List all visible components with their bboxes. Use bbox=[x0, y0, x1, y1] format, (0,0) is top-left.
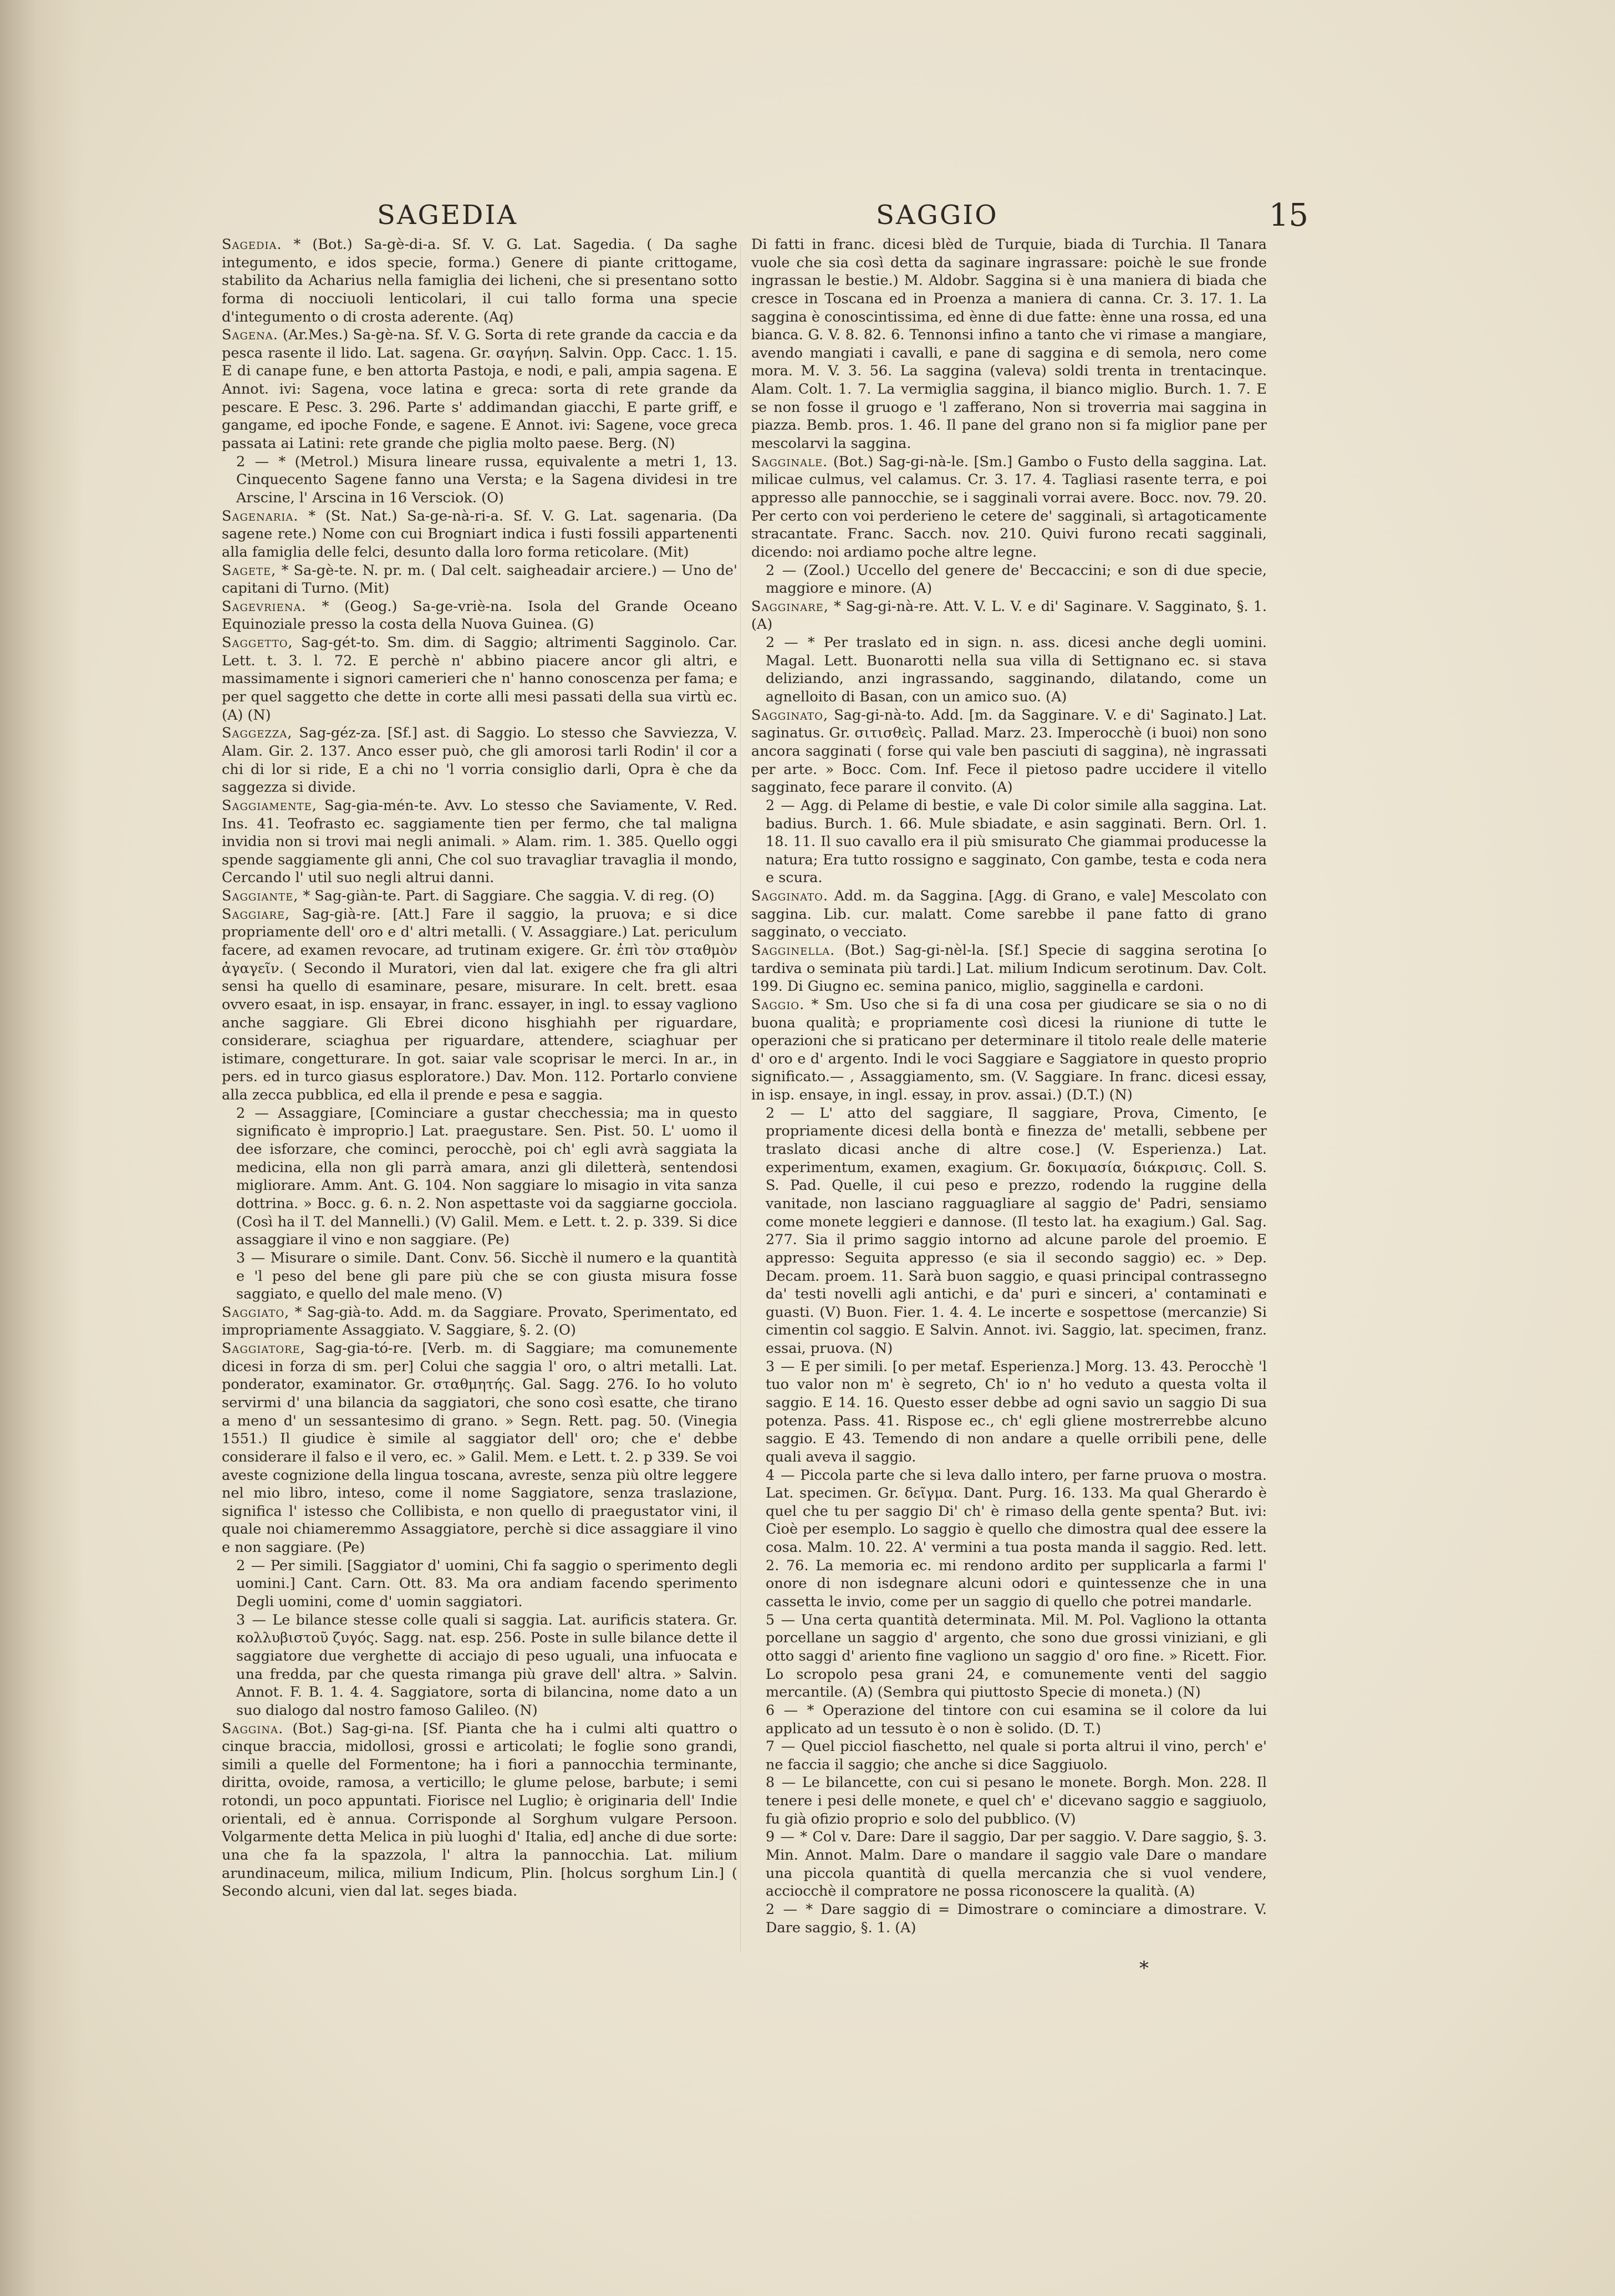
dictionary-entry bbox=[751, 1611, 1267, 1702]
entry-text: (Bot.) Sag-gi-na. [Sf. Pianta che ha i culmi alti quattro o cinque braccia, midollosi, grossi e articolati; le foglie sono grandi, simili a quelle del Formentone; ha i fiori a pannocchia terminante, diritta, ovoide, ramosa, a verticillo; le glume pelose, barbute; i semi rotondi, un poco appuntati. Fiorisce nel Luglio; è originaria dell' Indie orientali, ed è annua. Corrisponde al Sorghum vulgare Persoon. Volgarmente detta Melica in più luoghi d' Italia, ed] anche di due sorte: una che fa la spazzola, l' altra la pannocchia. Lat. milium arundinaceum, milica, milium Indicum, Plin. [holcus sorghum Lin.] ( Secondo alcuni, vien dal lat. seges biada. bbox=[222, 1720, 737, 1900]
entry-headword: Sagenaria. bbox=[222, 507, 299, 525]
entry-text: Operazione del tintore con cui esamina se il colore da lui applicato ad un tessuto è o non è solido. (D. T.) bbox=[766, 1702, 1267, 1737]
dictionary-entry bbox=[222, 724, 737, 797]
dictionary-entry bbox=[222, 1340, 737, 1557]
binding-gutter bbox=[0, 0, 83, 2296]
entry-headword: Sagevriena. bbox=[222, 598, 307, 615]
dictionary-entry bbox=[222, 562, 737, 598]
running-head-left: SAGEDIA bbox=[377, 200, 518, 231]
entry-headword: Saggiatore, bbox=[222, 1340, 305, 1357]
entry-headword: 9 — * bbox=[766, 1829, 808, 1846]
entry-headword: Sagena. bbox=[222, 327, 278, 344]
entry-headword: 6 — * bbox=[766, 1702, 815, 1719]
dictionary-entry bbox=[751, 1828, 1267, 1901]
page-number: 15 bbox=[1268, 197, 1308, 233]
entry-headword: 3 — bbox=[236, 1611, 267, 1628]
entry-text: * Sag-gi-nà-re. Att. V. L. V. e di' Saginare. V. Sagginato, §. 1. (A) bbox=[751, 598, 1267, 633]
entry-text: Add. m. da Saggina. [Agg. di Grano, e vale] Mescolato con saggina. Lib. cur. malatt. Come sarebbe il pane fatto di grano sagginato, o vecciato. bbox=[751, 888, 1267, 941]
entry-headword: 2 — bbox=[766, 797, 796, 814]
dictionary-entry bbox=[222, 887, 737, 905]
dictionary-entry bbox=[751, 236, 1267, 453]
dictionary-entry bbox=[222, 634, 737, 724]
entry-headword: Saggina. bbox=[222, 1720, 284, 1737]
entry-headword: 7 — bbox=[766, 1738, 796, 1755]
entry-text: (Metrol.) Misura lineare russa, equivalente a metri 1, 13. Cinquecento Sagene fanno una Versta; e la Sagena dividesi in tre Arscine, l' Arscina in 16 Versciok. (O) bbox=[236, 453, 737, 506]
entry-headword: 2 — bbox=[766, 1104, 805, 1122]
entry-text: Le bilance stesse colle quali si saggia. Lat. aurificis statera. Gr. κολλυβιστοῦ ζυγός. Sagg. nat. esp. 256. Poste in sulle bilance dette il saggiatore due verghette di acciajo di peso uguali, una infuocata e una fredda, par che questa rimanga più grave dell' altra. » Salvin. Annot. F. B. 1. 4. 4. Saggiatore, sorta di bilancina, nome dato a un suo dialogo dal nostro famoso Galileo. (N) bbox=[236, 1611, 737, 1719]
entry-text: (Ar.Mes.) Sa-gè-na. Sf. V. G. Sorta di rete grande da caccia e da pesca rasente il lido. Lat. sagena. Gr. σαγήνη. Salvin. Opp. Cacc. 1. 15. E di canape fune, e ben attorta Pastoja, e nodi, e pali, ampia sagena. E Annot. ivi: Sagena, voce latina e greca: sorta di rete grande da pescare. E Pesc. 3. 296. Parte s' addimandan giacchi, E parte griff, e gangame, ed ipoche Fonde, e sagene. E Annot. ivi: Sagene, voce greca passata ai Latini: rete grande che piglia molto paese. Berg. (N) bbox=[222, 327, 737, 452]
entry-headword: Sagginare, bbox=[751, 598, 829, 615]
right-column bbox=[751, 236, 1267, 1960]
entry-text: Sag-gia-mén-te. Avv. Lo stesso che Saviamente, V. Red. Ins. 41. Teofrasto ec. saggiamente tien per fermo, che tal maligna invidia non si trovi mai negli animali. » Alam. rim. 1. 385. Quello oggi spende saggiamente gli anni, Che col suo travagliar travaglia il mondo, Cercando l' util suo negli altrui danni. bbox=[222, 797, 737, 887]
entry-text: Agg. di Pelame di bestie, e vale Di color simile alla saggina. Lat. badius. Burch. 1. 66. Mule sbiadate, e asin sagginati. Bern. Orl. 1. 18. 11. Il suo cavallo era il più smisurato Che giammai producesse la natura; Era tutto rossigno e sagginato, Con gambe, testa e coda nera e scura. bbox=[766, 797, 1267, 887]
dictionary-entry bbox=[751, 941, 1267, 996]
entry-text: Assaggiare, [Cominciare a gustar checchessia; ma in questo significato è improprio.] Lat. praegustare. Sen. Pist. 50. L' uomo il dee isforzare, che cominci, perocchè, poi ch' egli avrà saggiata la medicina, ella non gli parrà amara, anzi gli diletterà, sentendosi migliorare. Amm. Ant. G. 104. Non saggiare lo misagio in vita sanza dottrina. » Bocc. g. 6. n. 2. Non aspettaste voi da saggiarne gocciola. (Così ha il T. del Mannelli.) (V) Galil. Mem. e Lett. t. 2. p. 339. Si dice assaggiare il vino e non saggiare. (Pe) bbox=[236, 1104, 737, 1249]
entry-text: (Bot.) Sag-gi-nà-le. [Sm.] Gambo o Fusto della saggina. Lat. milicae culmus, vel calamus. Cr. 3. 17. 4. Tagliasi rasente terra, e poi appresso alle pannocchie, se i sagginali vorrai avere. Bocc. nov. 79. 20. Per certo con voi perderieno le cetere de' sagginali, sì artagoticamente stracantate. Franc. Sacch. nov. 210. Quivi furono recati sagginali, dicendo: noi ardiamo poche altre legne. bbox=[751, 453, 1267, 561]
entry-headword: 3 — bbox=[236, 1249, 266, 1266]
entry-headword: Sagete, bbox=[222, 562, 277, 579]
entry-text: * Sa-gè-te. N. pr. m. ( Dal celt. saigheadair arciere.) — Uno de' capitani di Turno. (Mit) bbox=[222, 562, 737, 597]
dictionary-entry bbox=[751, 562, 1267, 598]
dictionary-entry bbox=[222, 1720, 737, 1901]
entry-text: Sag-gét-to. Sm. dim. di Saggio; altrimenti Sagginolo. Car. Lett. t. 3. l. 72. E perchè n' abbino piacere ancor gli altri, e massimamente i signori camerieri che n' hanno conoscenza per fama; e per quel saggetto che dette in corte alli mesi passati della sua virtù ec. (A) (N) bbox=[222, 634, 737, 724]
entry-headword: Saggiato, bbox=[222, 1304, 290, 1321]
entry-text: * (Geog.) Sa-ge-vriè-na. Isola del Grande Oceano Equinoziale presso la costa della Nuova Guinea. (G) bbox=[222, 598, 737, 633]
dictionary-entry bbox=[751, 453, 1267, 562]
entry-headword: Saggio. bbox=[751, 996, 805, 1013]
entry-headword: 3 — bbox=[766, 1358, 796, 1375]
dictionary-entry bbox=[751, 1901, 1267, 1937]
entry-text: * Sag-già-to. Add. m. da Saggiare. Provato, Sperimentato, ed impropriamente Assaggiato. V. Saggiare, §. 2. (O) bbox=[222, 1304, 737, 1339]
entry-headword: Sagginella. bbox=[751, 941, 835, 959]
entry-text: Col v. Dare: Dare il saggio, Dar per saggio. V. Dare saggio, §. 3. Min. Annot. Malm. Dare o mandare il saggio vale Dare o mandare una piccola quantità di quella mercanzia che si vuol vendere, acciocchè il compratore ne possa riconoscere la qualità. (A) bbox=[766, 1829, 1267, 1900]
entry-headword: Saggezza, bbox=[222, 725, 293, 742]
entry-text: E per simili. [o per metaf. Esperienza.] Morg. 13. 43. Perocchè 'l tuo valor non m' è segreto, Ch' io n' ho veduto a questa volta il saggio. E 14. 16. Questo esser debbe ad ogni savio un saggio Di sua potenza. Pass. 41. Rispose ec., ch' egli gliene mostrerrebbe alcuno saggio. E 43. Temendo di non andare a quelle orribili pene, delle quali aveva il saggio. bbox=[766, 1358, 1267, 1465]
entry-headword: Sagginale. bbox=[751, 453, 828, 470]
entry-text: Sag-già-re. [Att.] Fare il saggio, la pruova; e si dice propriamente dell' oro e d' altri metalli. ( V. Assaggiare.) Lat. periculum facere, ad examen revocare, ad trutinam exigere. Gr. ἐπὶ τὸν σταθμὸν ἀγαγεῖν. ( Secondo il Muratori, vien dal lat. exigere che fra gli altri sensi ha quello di esaminare, pesare, misurare. In celt. brett. esaa ovvero esaat, in isp. ensayar, in franc. essayer, in ingl. to essay vagliono anche saggiare. Gli Ebrei dicono hisghiahh per riguardare, considerare, sciaghua per riguardare, attendere, sciaghuar per istimare, congetturare. In got. saiar vale scoprisar le merci. In ar., in pers. ed in turco giasus esploratore.) Dav. Mon. 112. Portarlo conviene alla zecca pubblica, ed ella il prende e pesa e saggia. bbox=[222, 905, 737, 1104]
dictionary-entry bbox=[222, 507, 737, 562]
entry-text: Per traslato ed in sign. n. ass. dicesi anche degli uomini. Magal. Lett. Buonarotti nella sua villa di Settignano ec. si stava deliziando, anzi ingrassando, sagginando, dilatando, come un agnelloito di Basan, con un amico suo. (A) bbox=[766, 634, 1267, 706]
entry-headword: Saggiante, bbox=[222, 888, 299, 905]
entry-text: Misurare o simile. Dant. Conv. 56. Sicchè il numero e la quantità e 'l peso del bene gli pare più che se con giusta misura fosse saggiato, e quello del male meno. (V) bbox=[236, 1249, 737, 1303]
entry-text: (Bot.) Sag-gi-nèl-la. [Sf.] Specie di saggina serotina [o tardiva o seminata più tardi.] Lat. milium Indicum serotinum. Dav. Colt. 199. Di Giugno ec. semina panico, miglio, sagginella e cardoni. bbox=[751, 941, 1267, 995]
entry-headword: Saggiamente, bbox=[222, 797, 317, 814]
entry-headword: Sagedia. bbox=[222, 236, 282, 253]
entry-headword: Saggiare, bbox=[222, 905, 291, 923]
entry-headword: 2 — * bbox=[766, 1901, 813, 1918]
entry-headword: 2 — * bbox=[236, 453, 287, 470]
entry-text: * Sm. Uso che si fa di una cosa per giudicare se sia o no di buona qualità; e propriamente così dicesi la riunione di tutte le operazioni che si praticano per determinare il titolo reale delle materie d' oro e d' argento. Indi le voci Saggiare e Saggiatore in questo proprio significato.— , Assaggiamento, sm. (V. Saggiare. In franc. dicesi essay, in isp. ensaye, in ingl. essay, in prov. assai.) (D.T.) (N) bbox=[751, 996, 1267, 1104]
dictionary-entry bbox=[751, 1774, 1267, 1828]
dictionary-entry bbox=[751, 598, 1267, 634]
entry-headword: 2 — bbox=[766, 562, 797, 579]
entry-text: * (Bot.) Sa-gè-di-a. Sf. V. G. Lat. Sagedia. ( Da saghe integumento, e idos specie, forma.) Genere di piante crittogame, stabilito da Acharius nella famiglia dei licheni, che si presentano sotto forma di nocciuoli lenticolari, il cui tallo forma una specie d'integumento o di crosta aderente. (Aq) bbox=[222, 236, 737, 325]
entry-headword: Sagginato, bbox=[751, 706, 828, 724]
entry-text: Per simili. [Saggiator d' uomini, Chi fa saggio o sperimento degli uomini.] Cant. Carn. Ott. 83. Ma ora andiam facendo sperimento Degli uomini, come d' uomin saggiatori. bbox=[236, 1557, 737, 1611]
dictionary-entry bbox=[222, 326, 737, 452]
dictionary-entry bbox=[751, 1702, 1267, 1738]
running-head-right: SAGGIO bbox=[876, 200, 998, 231]
entry-headword: Saggetto, bbox=[222, 634, 293, 651]
entry-headword: 8 — bbox=[766, 1774, 797, 1791]
dictionary-entry bbox=[222, 453, 737, 507]
entry-text: * Sag-giàn-te. Part. di Saggiare. Che saggia. V. di reg. (O) bbox=[303, 888, 715, 905]
entry-text: (Zool.) Uccello del genere de' Beccaccini; e son di due specie, maggiore e minore. (A) bbox=[766, 562, 1267, 597]
entry-headword: 2 — bbox=[236, 1557, 266, 1574]
dictionary-entry bbox=[751, 996, 1267, 1104]
entry-text: Sag-gia-tó-re. [Verb. m. di Saggiare; ma comunemente dicesi in forza di sm. per] Colui che saggia l' oro, o altri metalli. Lat. ponderator, examinator. Gr. σταθμητής. Gal. Sagg. 276. Io ho voluto servirmi d' una bilancia da saggiatori, che sono così esatte, che tirano a meno d' un sessantesimo di grano. » Segn. Rett. pag. 50. (Vinegia 1551.) Il giudice è simile al saggiator dell' oro; che e' debbe considerare il falso e il vero, ec. » Galil. Mem. e Lett. t. 2. p 339. Se voi aveste cognizione della lingua toscana, avreste, senza più oltre leggere nel mio libro, inteso, come il nome Saggiatore, senza traslazione, significa l' istesso che Collibista, e non quello di praegustator vini, il quale noi chiameremmo Assaggiatore, perchè si dice assaggiare il vino e non saggiare. (Pe) bbox=[222, 1340, 737, 1556]
left-column bbox=[222, 236, 737, 1960]
entry-text: * (St. Nat.) Sa-ge-nà-ri-a. Sf. V. G. Lat. sagenaria. (Da sagene rete.) Nome con cui Brogniart indica i fusti fossili appartenenti alla famiglia delle felci, desunto dalla loro forma reticolare. (Mit) bbox=[222, 507, 737, 561]
dictionary-entry bbox=[751, 887, 1267, 941]
entry-text: Dare saggio di = Dimostrare o cominciare a dimostrare. V. Dare saggio, §. 1. (A) bbox=[766, 1901, 1267, 1936]
column-divider bbox=[740, 244, 741, 1952]
entry-text: Una certa quantità determinata. Mil. M. Pol. Vagliono la ottanta porcellane un saggio d' argento, che sono due grossi viniziani, e gli otto saggi d' ariento fine vagliono un saggio d' oro fine. » Ricett. Fior. Lo scropolo pesa grani 24, e comunemente venti del saggio mercantile. (A) (Sembra qui piuttosto Specie di moneta.) (N) bbox=[766, 1611, 1267, 1701]
dictionary-entry bbox=[751, 1104, 1267, 1358]
dictionary-entry bbox=[222, 1104, 737, 1249]
dictionary-entry bbox=[222, 1249, 737, 1304]
entry-text: Piccola parte che si leva dallo intero, per farne pruova o mostra. Lat. specimen. Gr. δεῖγμα. Dant. Purg. 16. 133. Ma qual Gherardo è quel che tu per saggio Di' ch' è rimaso della gente spenta? But. ivi: Cioè per esemplo. Lo saggio è quello che dimostra qual dee essere la cosa. Malm. 10. 22. A' vermini a tua posta manda il saggio. Red. lett. 2. 76. La memoria ec. mi rendono ardito per supplicarla a farmi l' onore di non isdegnare alcuni odori e quintessenze che in una cassetta le invio, come per un saggio di quello che potrei mandarle. bbox=[766, 1467, 1267, 1611]
entry-text: Le bilancette, con cui si pesano le monete. Borgh. Mon. 228. Il tenere i pesi delle monete, e quel ch' e' dicevano saggio e saggiuolo, fu già ofizio proprio e solo del pubblico. (V) bbox=[766, 1774, 1267, 1827]
dictionary-entry bbox=[222, 598, 737, 634]
dictionary-entry bbox=[751, 1467, 1267, 1611]
entry-text: Di fatti in franc. dicesi blèd de Turquie, biada di Turchia. Il Tanara vuole che sia così detta da saginare ingrassare: poichè le sue fronde ingrassan le bestie.) M. Aldobr. Saggina si è una maniera di biada che cresce in Toscana ed in Proenza a maniera di canna. Cr. 3. 17. 1. La saggina è conoscintissima, ed ènne di due fatte: ènne una rossa, ed una bianca. G. V. 8. 82. 6. Tennonsi infino a tanto che vi rimase a mangiare, avendo mangiati i cavalli, e pane di saggina e di semola, nero come mora. M. V. 3. 56. La saggina (valeva) soldi trenta in trentacinque. Alam. Colt. 1. 7. La vermiglia saggina, il bianco miglio. Burch. 1. 7. E se non fosse il gruogo e 'l zafferano, Non si troverria mai saggina in piazza. Bemb. pros. 1. 46. Il pane del grano non si fa miglior pane per mescolarvi la saggina. bbox=[751, 236, 1267, 452]
dictionary-entry bbox=[751, 1358, 1267, 1467]
entry-headword: 4 — bbox=[766, 1467, 796, 1484]
dictionary-entry bbox=[222, 1304, 737, 1340]
dictionary-entry bbox=[222, 905, 737, 1104]
dictionary-entry bbox=[751, 1738, 1267, 1774]
dictionary-entry bbox=[222, 236, 737, 326]
entry-text: Quel picciol fiaschetto, nel quale si porta altrui il vino, perch' e' ne faccia il saggio; che anche si dice Saggiuolo. bbox=[766, 1738, 1267, 1773]
dictionary-entry bbox=[751, 797, 1267, 887]
entry-text: Sag-gi-nà-to. Add. [m. da Sagginare. V. e di' Saginato.] Lat. saginatus. Gr. σιτισθεὶς. Pallad. Marz. 23. Imperocchè (i buoi) non sono ancora sagginati ( forse qui vale ben pasciuti di saggina), nè ingrassati per arte. » Bocc. Com. Inf. Fece il pietoso padre uccidere il vitello sagginato, fece parare il convito. (A) bbox=[751, 706, 1267, 796]
dictionary-entry bbox=[222, 797, 737, 887]
entry-headword: Sagginato. bbox=[751, 888, 828, 905]
dictionary-entry bbox=[222, 1557, 737, 1611]
dictionary-entry bbox=[751, 634, 1267, 706]
entry-text: Sag-géz-za. [Sf.] ast. di Saggio. Lo stesso che Savviezza, V. Alam. Gir. 2. 137. Anco esser può, che gli amorosi tarli Rodin' il cor a chi di lor si ride, E a chi no 'l vorria consiglio darli, Opra è che da saggezza si divide. bbox=[222, 725, 737, 796]
end-mark: * bbox=[1139, 1957, 1149, 1979]
entry-text: L' atto del saggiare, Il saggiare, Prova, Cimento, [e propriamente dicesi della bontà e finezza de' metalli, sebbene per traslato dicasi anche di altre cose.] (V. Esperienza.) Lat. experimentum, examen, exagium. Gr. δοκιμασία, διάκρισις. Coll. S. S. Pad. Quelle, il cui peso e prezzo, rodendo la ruggine della vanitade, non lasciano ragguagliare al saggio de' Padri, sensiamo come monete leggieri e dannose. (Il testo lat. ha exagium.) Gal. Sag. 277. Sia il primo saggio intorno ad alcune parole del proemio. E appresso: Seguita appresso (e sia il secondo saggio) ec. » Dep. Decam. proem. 11. Sarà buon saggio, e quasi principal contrassegno da' testi novelli agli antichi, e da' puri e sinceri, a' contaminati e guasti. (V) Buon. Fier. 1. 4. 4. Le incerte e sospettose (mercanzie) Si cimentin col saggio. E Salvin. Annot. ivi. Saggio, lat. specimen, franz. essai, pruova. (N) bbox=[766, 1104, 1267, 1357]
entry-headword: 2 — * bbox=[766, 634, 816, 651]
dictionary-entry bbox=[222, 1611, 737, 1720]
entry-headword: 5 — bbox=[766, 1611, 796, 1628]
entry-headword: 2 — bbox=[236, 1104, 269, 1122]
dictionary-entry bbox=[751, 706, 1267, 797]
